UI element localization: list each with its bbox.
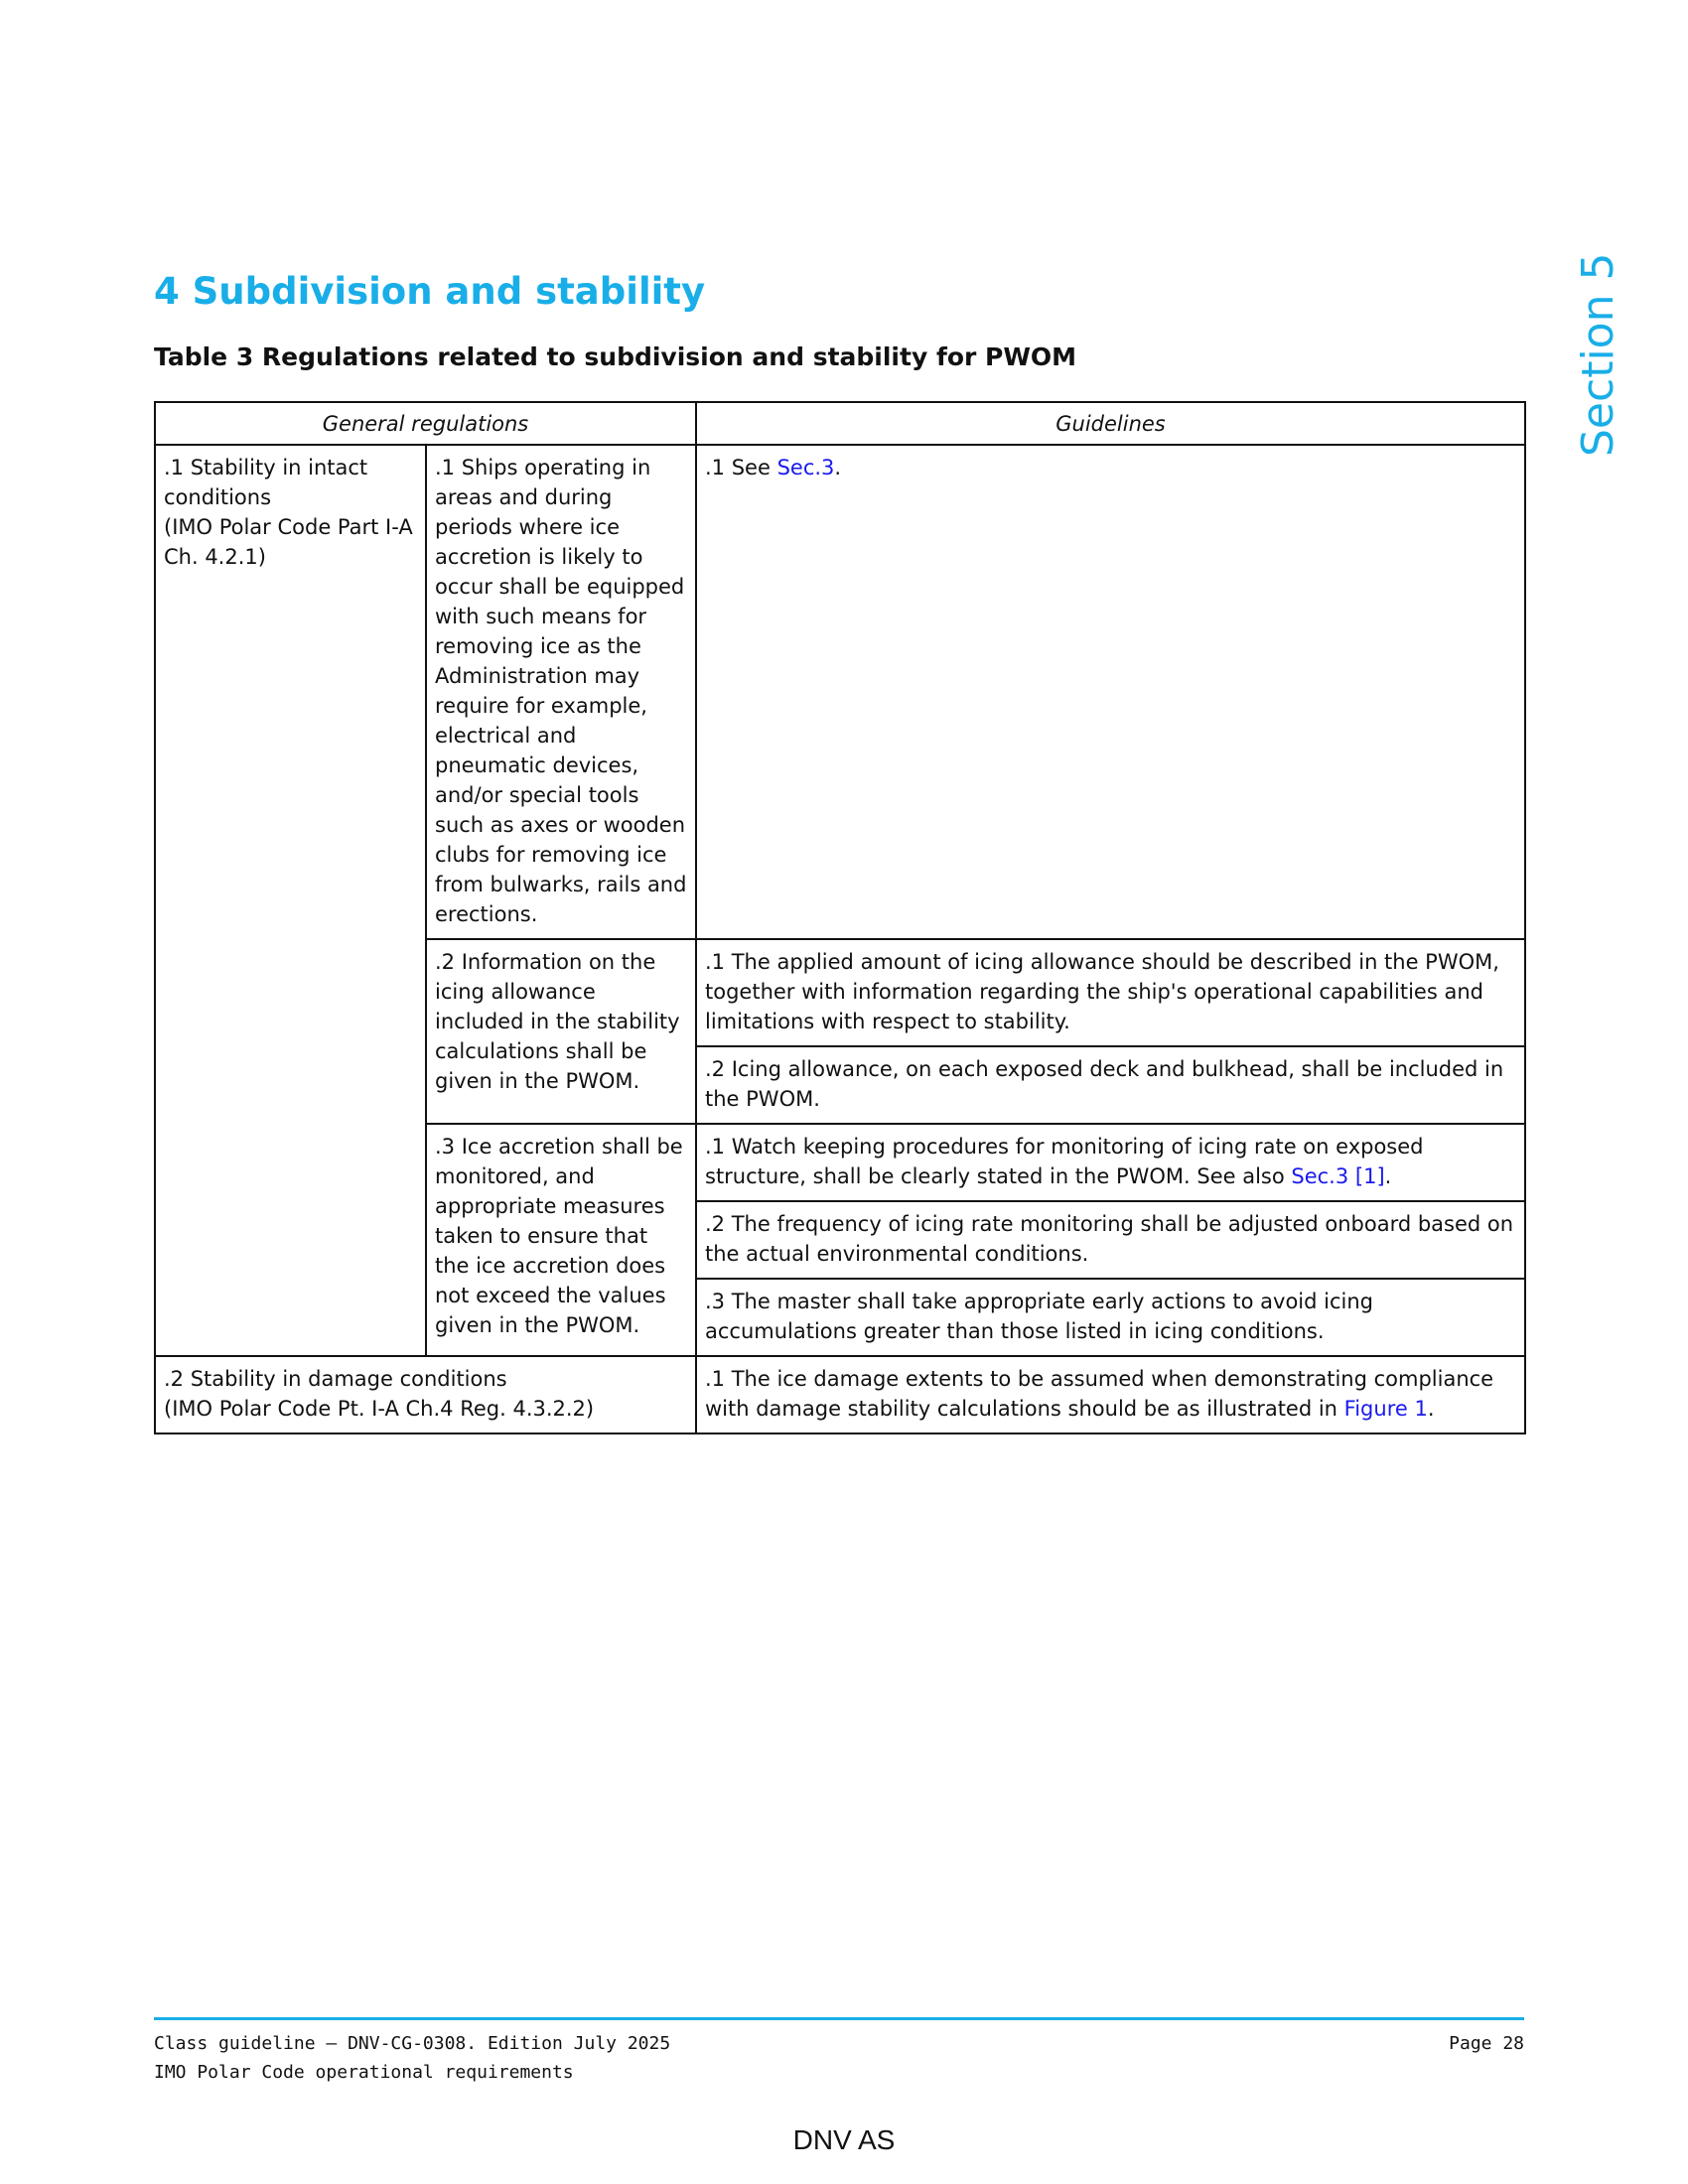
table-header-row — [155, 402, 1525, 445]
table-row — [155, 1356, 1525, 1433]
guideline-text: .1 The ice damage extents to be assumed when demonstrating compliance with damage stability calculations should be as illustrated in — [705, 1367, 1494, 1421]
section-tab — [1573, 252, 1636, 516]
header-general-regulations: General regulations — [155, 402, 696, 445]
guideline-master-actions: .3 The master shall take appropriate early actions to avoid icing accumulations greater than those listed in icing conditions. — [696, 1279, 1525, 1356]
guideline-text-end: . — [834, 456, 842, 479]
topic-reference: (IMO Polar Code Part I-A Ch. 4.2.1) — [164, 515, 413, 569]
topic-title: .1 Stability in intact conditions — [164, 456, 368, 509]
guideline-icing-deck: .2 Icing allowance, on each exposed deck and bulkhead, shall be included in the PWOM. — [696, 1046, 1525, 1124]
topic-reference: (IMO Polar Code Pt. I-A Ch.4 Reg. 4.3.2.2) — [164, 1397, 595, 1421]
guideline-monitoring-frequency: .2 The frequency of icing rate monitoring shall be adjusted onboard based on the actual environmental conditions. — [696, 1201, 1525, 1279]
header-guidelines: Guidelines — [696, 402, 1525, 445]
page-number: Page 28 — [1449, 2033, 1524, 2054]
company-name: DNV AS — [792, 2124, 896, 2155]
topic-title: .2 Stability in damage conditions — [164, 1367, 507, 1391]
link-sec3-1[interactable]: Sec.3 [1] — [1291, 1164, 1385, 1188]
link-sec3[interactable]: Sec.3 — [776, 456, 835, 479]
regulation-ice-removal: .1 Ships operating in areas and during periods where ice accretion is likely to occur shall be equipped with such means for removing ice as the Administration may require for example, electrical and pneumatic devices, and/or special tools such as axes or wooden clubs for removing ice from bulwarks, rails and erections. — [426, 445, 696, 939]
guideline-text-end: . — [1384, 1164, 1392, 1188]
regulation-ice-monitoring: .3 Ice accretion shall be monitored, and appropriate measures taken to ensure that the ice accretion does not exceed the values given in the PWOM. — [426, 1124, 696, 1356]
footer-guideline-title: Class guideline — DNV-CG-0308. Edition July 2025 — [154, 2033, 671, 2054]
section-tab-label: Section 5 — [1573, 252, 1623, 457]
footer-document-subtitle: IMO Polar Code operational requirements — [154, 2062, 574, 2083]
guideline-watch-keeping — [696, 1124, 1525, 1201]
guideline-icing-amount: .1 The applied amount of icing allowance should be described in the PWOM, together with information regarding the ship's operational capabilities and limitations with respect to stability. — [696, 939, 1525, 1046]
guideline-text: .1 See — [705, 456, 777, 479]
regulation-icing-allowance: .2 Information on the icing allowance included in the stability calculations shall be given in the PWOM. — [426, 939, 696, 1124]
guideline-text: .1 Watch keeping procedures for monitoring of icing rate on exposed structure, shall be clearly stated in the PWOM. See also — [705, 1135, 1424, 1188]
regulations-table — [154, 401, 1526, 1434]
table-title: Table 3 Regulations related to subdivision and stability for PWOM — [154, 342, 1077, 371]
section-heading: 4 Subdivision and stability — [154, 270, 706, 313]
topic-intact-stability — [155, 445, 426, 1356]
footer-document-info — [154, 2029, 670, 2087]
guideline-text-end: . — [1427, 1397, 1435, 1421]
link-figure-1[interactable]: Figure 1 — [1343, 1397, 1428, 1421]
table-row — [155, 445, 1525, 939]
footer-divider — [154, 2017, 1524, 2020]
guideline-see-sec3 — [696, 445, 1525, 939]
topic-damage-stability — [155, 1356, 696, 1433]
guideline-ice-damage — [696, 1356, 1525, 1433]
